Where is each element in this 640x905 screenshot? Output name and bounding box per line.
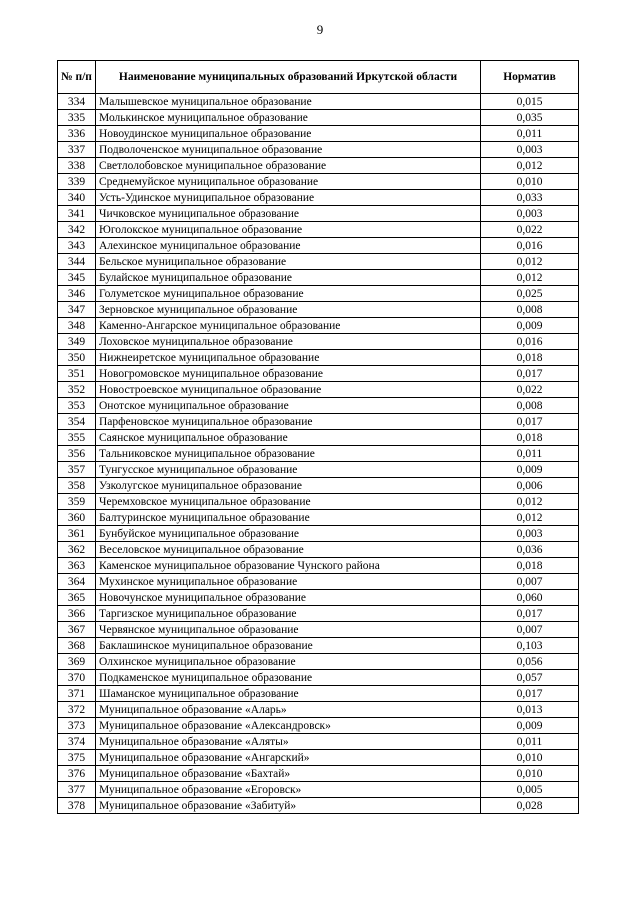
row-number: 342 bbox=[58, 222, 96, 238]
row-name: Муниципальное образование «Аляты» bbox=[96, 734, 481, 750]
row-name: Булайское муниципальное образование bbox=[96, 270, 481, 286]
row-value: 0,007 bbox=[481, 622, 579, 638]
table-row bbox=[58, 782, 579, 798]
row-value: 0,017 bbox=[481, 686, 579, 702]
row-name: Лоховское муниципальное образование bbox=[96, 334, 481, 350]
table-row bbox=[58, 238, 579, 254]
table-row bbox=[58, 206, 579, 222]
row-value: 0,036 bbox=[481, 542, 579, 558]
table-row bbox=[58, 478, 579, 494]
table-row bbox=[58, 430, 579, 446]
row-number: 374 bbox=[58, 734, 96, 750]
row-name: Новоудинское муниципальное образование bbox=[96, 126, 481, 142]
row-name: Новостроевское муниципальное образование bbox=[96, 382, 481, 398]
row-value: 0,003 bbox=[481, 206, 579, 222]
row-number: 351 bbox=[58, 366, 96, 382]
row-number: 346 bbox=[58, 286, 96, 302]
row-name: Голуметское муниципальное образование bbox=[96, 286, 481, 302]
row-number: 356 bbox=[58, 446, 96, 462]
row-value: 0,008 bbox=[481, 302, 579, 318]
row-value: 0,057 bbox=[481, 670, 579, 686]
table-body bbox=[58, 94, 579, 814]
row-number: 335 bbox=[58, 110, 96, 126]
row-number: 334 bbox=[58, 94, 96, 110]
row-value: 0,012 bbox=[481, 494, 579, 510]
table-row bbox=[58, 590, 579, 606]
header-number: № п/п bbox=[58, 61, 96, 94]
table-row bbox=[58, 542, 579, 558]
row-name: Каменно-Ангарское муниципальное образование bbox=[96, 318, 481, 334]
row-number: 354 bbox=[58, 414, 96, 430]
row-value: 0,022 bbox=[481, 382, 579, 398]
row-value: 0,015 bbox=[481, 94, 579, 110]
row-number: 349 bbox=[58, 334, 96, 350]
row-number: 362 bbox=[58, 542, 96, 558]
table-row bbox=[58, 798, 579, 814]
norms-table bbox=[57, 60, 579, 814]
row-number: 353 bbox=[58, 398, 96, 414]
row-value: 0,028 bbox=[481, 798, 579, 814]
row-name: Саянское муниципальное образование bbox=[96, 430, 481, 446]
row-value: 0,060 bbox=[481, 590, 579, 606]
table-row bbox=[58, 654, 579, 670]
row-number: 347 bbox=[58, 302, 96, 318]
table-header-row bbox=[58, 61, 579, 94]
table-row bbox=[58, 638, 579, 654]
table-row bbox=[58, 254, 579, 270]
row-number: 369 bbox=[58, 654, 96, 670]
table-row bbox=[58, 622, 579, 638]
row-name: Светлолобовское муниципальное образование bbox=[96, 158, 481, 174]
row-value: 0,009 bbox=[481, 718, 579, 734]
row-number: 370 bbox=[58, 670, 96, 686]
row-number: 367 bbox=[58, 622, 96, 638]
table-row bbox=[58, 462, 579, 478]
table-row bbox=[58, 686, 579, 702]
row-number: 371 bbox=[58, 686, 96, 702]
row-value: 0,016 bbox=[481, 238, 579, 254]
table-row bbox=[58, 318, 579, 334]
table-row bbox=[58, 494, 579, 510]
row-value: 0,018 bbox=[481, 558, 579, 574]
table-row bbox=[58, 510, 579, 526]
row-number: 339 bbox=[58, 174, 96, 190]
table-row bbox=[58, 574, 579, 590]
row-number: 352 bbox=[58, 382, 96, 398]
table-row bbox=[58, 286, 579, 302]
row-value: 0,013 bbox=[481, 702, 579, 718]
row-number: 357 bbox=[58, 462, 96, 478]
row-name: Малышевское муниципальное образование bbox=[96, 94, 481, 110]
row-value: 0,025 bbox=[481, 286, 579, 302]
row-number: 338 bbox=[58, 158, 96, 174]
row-name: Мухинское муниципальное образование bbox=[96, 574, 481, 590]
table-row bbox=[58, 142, 579, 158]
row-name: Парфеновское муниципальное образование bbox=[96, 414, 481, 430]
row-name: Муниципальное образование «Аларь» bbox=[96, 702, 481, 718]
table-row bbox=[58, 702, 579, 718]
row-name: Бунбуйское муниципальное образование bbox=[96, 526, 481, 542]
row-name: Новочунское муниципальное образование bbox=[96, 590, 481, 606]
row-value: 0,010 bbox=[481, 174, 579, 190]
row-name: Баклашинское муниципальное образование bbox=[96, 638, 481, 654]
row-value: 0,010 bbox=[481, 766, 579, 782]
table-row bbox=[58, 222, 579, 238]
row-value: 0,017 bbox=[481, 366, 579, 382]
row-value: 0,022 bbox=[481, 222, 579, 238]
row-value: 0,103 bbox=[481, 638, 579, 654]
table-row bbox=[58, 398, 579, 414]
table-row bbox=[58, 174, 579, 190]
row-name: Муниципальное образование «Ангарский» bbox=[96, 750, 481, 766]
row-name: Муниципальное образование «Бахтай» bbox=[96, 766, 481, 782]
table-row bbox=[58, 302, 579, 318]
row-name: Зерновское муниципальное образование bbox=[96, 302, 481, 318]
page-number: 9 bbox=[316, 22, 324, 37]
table-row bbox=[58, 734, 579, 750]
table-row bbox=[58, 94, 579, 110]
row-value: 0,009 bbox=[481, 318, 579, 334]
row-name: Алехинское муниципальное образование bbox=[96, 238, 481, 254]
row-value: 0,006 bbox=[481, 478, 579, 494]
row-value: 0,011 bbox=[481, 126, 579, 142]
row-name: Муниципальное образование «Егоровск» bbox=[96, 782, 481, 798]
table-row bbox=[58, 414, 579, 430]
row-name: Подволоченское муниципальное образование bbox=[96, 142, 481, 158]
row-name: Тунгусское муниципальное образование bbox=[96, 462, 481, 478]
row-value: 0,011 bbox=[481, 446, 579, 462]
row-number: 341 bbox=[58, 206, 96, 222]
row-name: Нижнеиретское муниципальное образование bbox=[96, 350, 481, 366]
row-number: 364 bbox=[58, 574, 96, 590]
row-number: 343 bbox=[58, 238, 96, 254]
row-number: 344 bbox=[58, 254, 96, 270]
row-name: Среднемуйское муниципальное образование bbox=[96, 174, 481, 190]
row-name: Веселовское муниципальное образование bbox=[96, 542, 481, 558]
row-number: 359 bbox=[58, 494, 96, 510]
table-row bbox=[58, 718, 579, 734]
table-row bbox=[58, 750, 579, 766]
row-name: Узколугское муниципальное образование bbox=[96, 478, 481, 494]
row-name: Бельское муниципальное образование bbox=[96, 254, 481, 270]
row-name: Новогромовское муниципальное образование bbox=[96, 366, 481, 382]
row-name: Онотское муниципальное образование bbox=[96, 398, 481, 414]
table-row bbox=[58, 334, 579, 350]
table-row bbox=[58, 526, 579, 542]
row-number: 377 bbox=[58, 782, 96, 798]
row-number: 336 bbox=[58, 126, 96, 142]
row-number: 368 bbox=[58, 638, 96, 654]
row-name: Черемховское муниципальное образование bbox=[96, 494, 481, 510]
row-number: 372 bbox=[58, 702, 96, 718]
row-name: Шаманское муниципальное образование bbox=[96, 686, 481, 702]
header-value: Норматив bbox=[481, 61, 579, 94]
row-value: 0,012 bbox=[481, 510, 579, 526]
row-number: 363 bbox=[58, 558, 96, 574]
row-number: 355 bbox=[58, 430, 96, 446]
row-number: 373 bbox=[58, 718, 96, 734]
row-value: 0,011 bbox=[481, 734, 579, 750]
row-value: 0,035 bbox=[481, 110, 579, 126]
row-value: 0,033 bbox=[481, 190, 579, 206]
row-value: 0,056 bbox=[481, 654, 579, 670]
row-name: Балтуринское муниципальное образование bbox=[96, 510, 481, 526]
row-number: 345 bbox=[58, 270, 96, 286]
row-value: 0,018 bbox=[481, 350, 579, 366]
table-row bbox=[58, 158, 579, 174]
row-value: 0,005 bbox=[481, 782, 579, 798]
table-row bbox=[58, 446, 579, 462]
row-value: 0,009 bbox=[481, 462, 579, 478]
row-number: 378 bbox=[58, 798, 96, 814]
row-number: 348 bbox=[58, 318, 96, 334]
row-name: Чичковское муниципальное образование bbox=[96, 206, 481, 222]
table-row bbox=[58, 270, 579, 286]
row-name: Червянское муниципальное образование bbox=[96, 622, 481, 638]
row-number: 361 bbox=[58, 526, 96, 542]
row-value: 0,012 bbox=[481, 254, 579, 270]
row-number: 358 bbox=[58, 478, 96, 494]
row-number: 337 bbox=[58, 142, 96, 158]
row-value: 0,012 bbox=[481, 158, 579, 174]
row-number: 365 bbox=[58, 590, 96, 606]
row-number: 340 bbox=[58, 190, 96, 206]
table-row bbox=[58, 606, 579, 622]
row-number: 350 bbox=[58, 350, 96, 366]
row-number: 366 bbox=[58, 606, 96, 622]
table-row bbox=[58, 558, 579, 574]
row-value: 0,017 bbox=[481, 414, 579, 430]
row-name: Подкаменское муниципальное образование bbox=[96, 670, 481, 686]
row-value: 0,010 bbox=[481, 750, 579, 766]
row-number: 376 bbox=[58, 766, 96, 782]
row-name: Олхинское муниципальное образование bbox=[96, 654, 481, 670]
row-name: Муниципальное образование «Забитуй» bbox=[96, 798, 481, 814]
row-name: Юголокское муниципальное образование bbox=[96, 222, 481, 238]
row-name: Усть-Удинское муниципальное образование bbox=[96, 190, 481, 206]
table-row bbox=[58, 766, 579, 782]
row-value: 0,012 bbox=[481, 270, 579, 286]
row-name: Таргизское муниципальное образование bbox=[96, 606, 481, 622]
row-name: Каменское муниципальное образование Чунского района bbox=[96, 558, 481, 574]
table-row bbox=[58, 366, 579, 382]
row-name: Тальниковское муниципальное образование bbox=[96, 446, 481, 462]
row-value: 0,008 bbox=[481, 398, 579, 414]
row-value: 0,003 bbox=[481, 142, 579, 158]
row-value: 0,018 bbox=[481, 430, 579, 446]
table-row bbox=[58, 382, 579, 398]
row-number: 360 bbox=[58, 510, 96, 526]
row-number: 375 bbox=[58, 750, 96, 766]
header-name: Наименование муниципальных образований Иркутской области bbox=[96, 61, 481, 94]
row-value: 0,017 bbox=[481, 606, 579, 622]
table-row bbox=[58, 190, 579, 206]
table-row bbox=[58, 670, 579, 686]
row-value: 0,003 bbox=[481, 526, 579, 542]
table-row bbox=[58, 126, 579, 142]
table-row bbox=[58, 110, 579, 126]
table-row bbox=[58, 350, 579, 366]
row-name: Молькинское муниципальное образование bbox=[96, 110, 481, 126]
row-value: 0,016 bbox=[481, 334, 579, 350]
row-name: Муниципальное образование «Александровск» bbox=[96, 718, 481, 734]
row-value: 0,007 bbox=[481, 574, 579, 590]
